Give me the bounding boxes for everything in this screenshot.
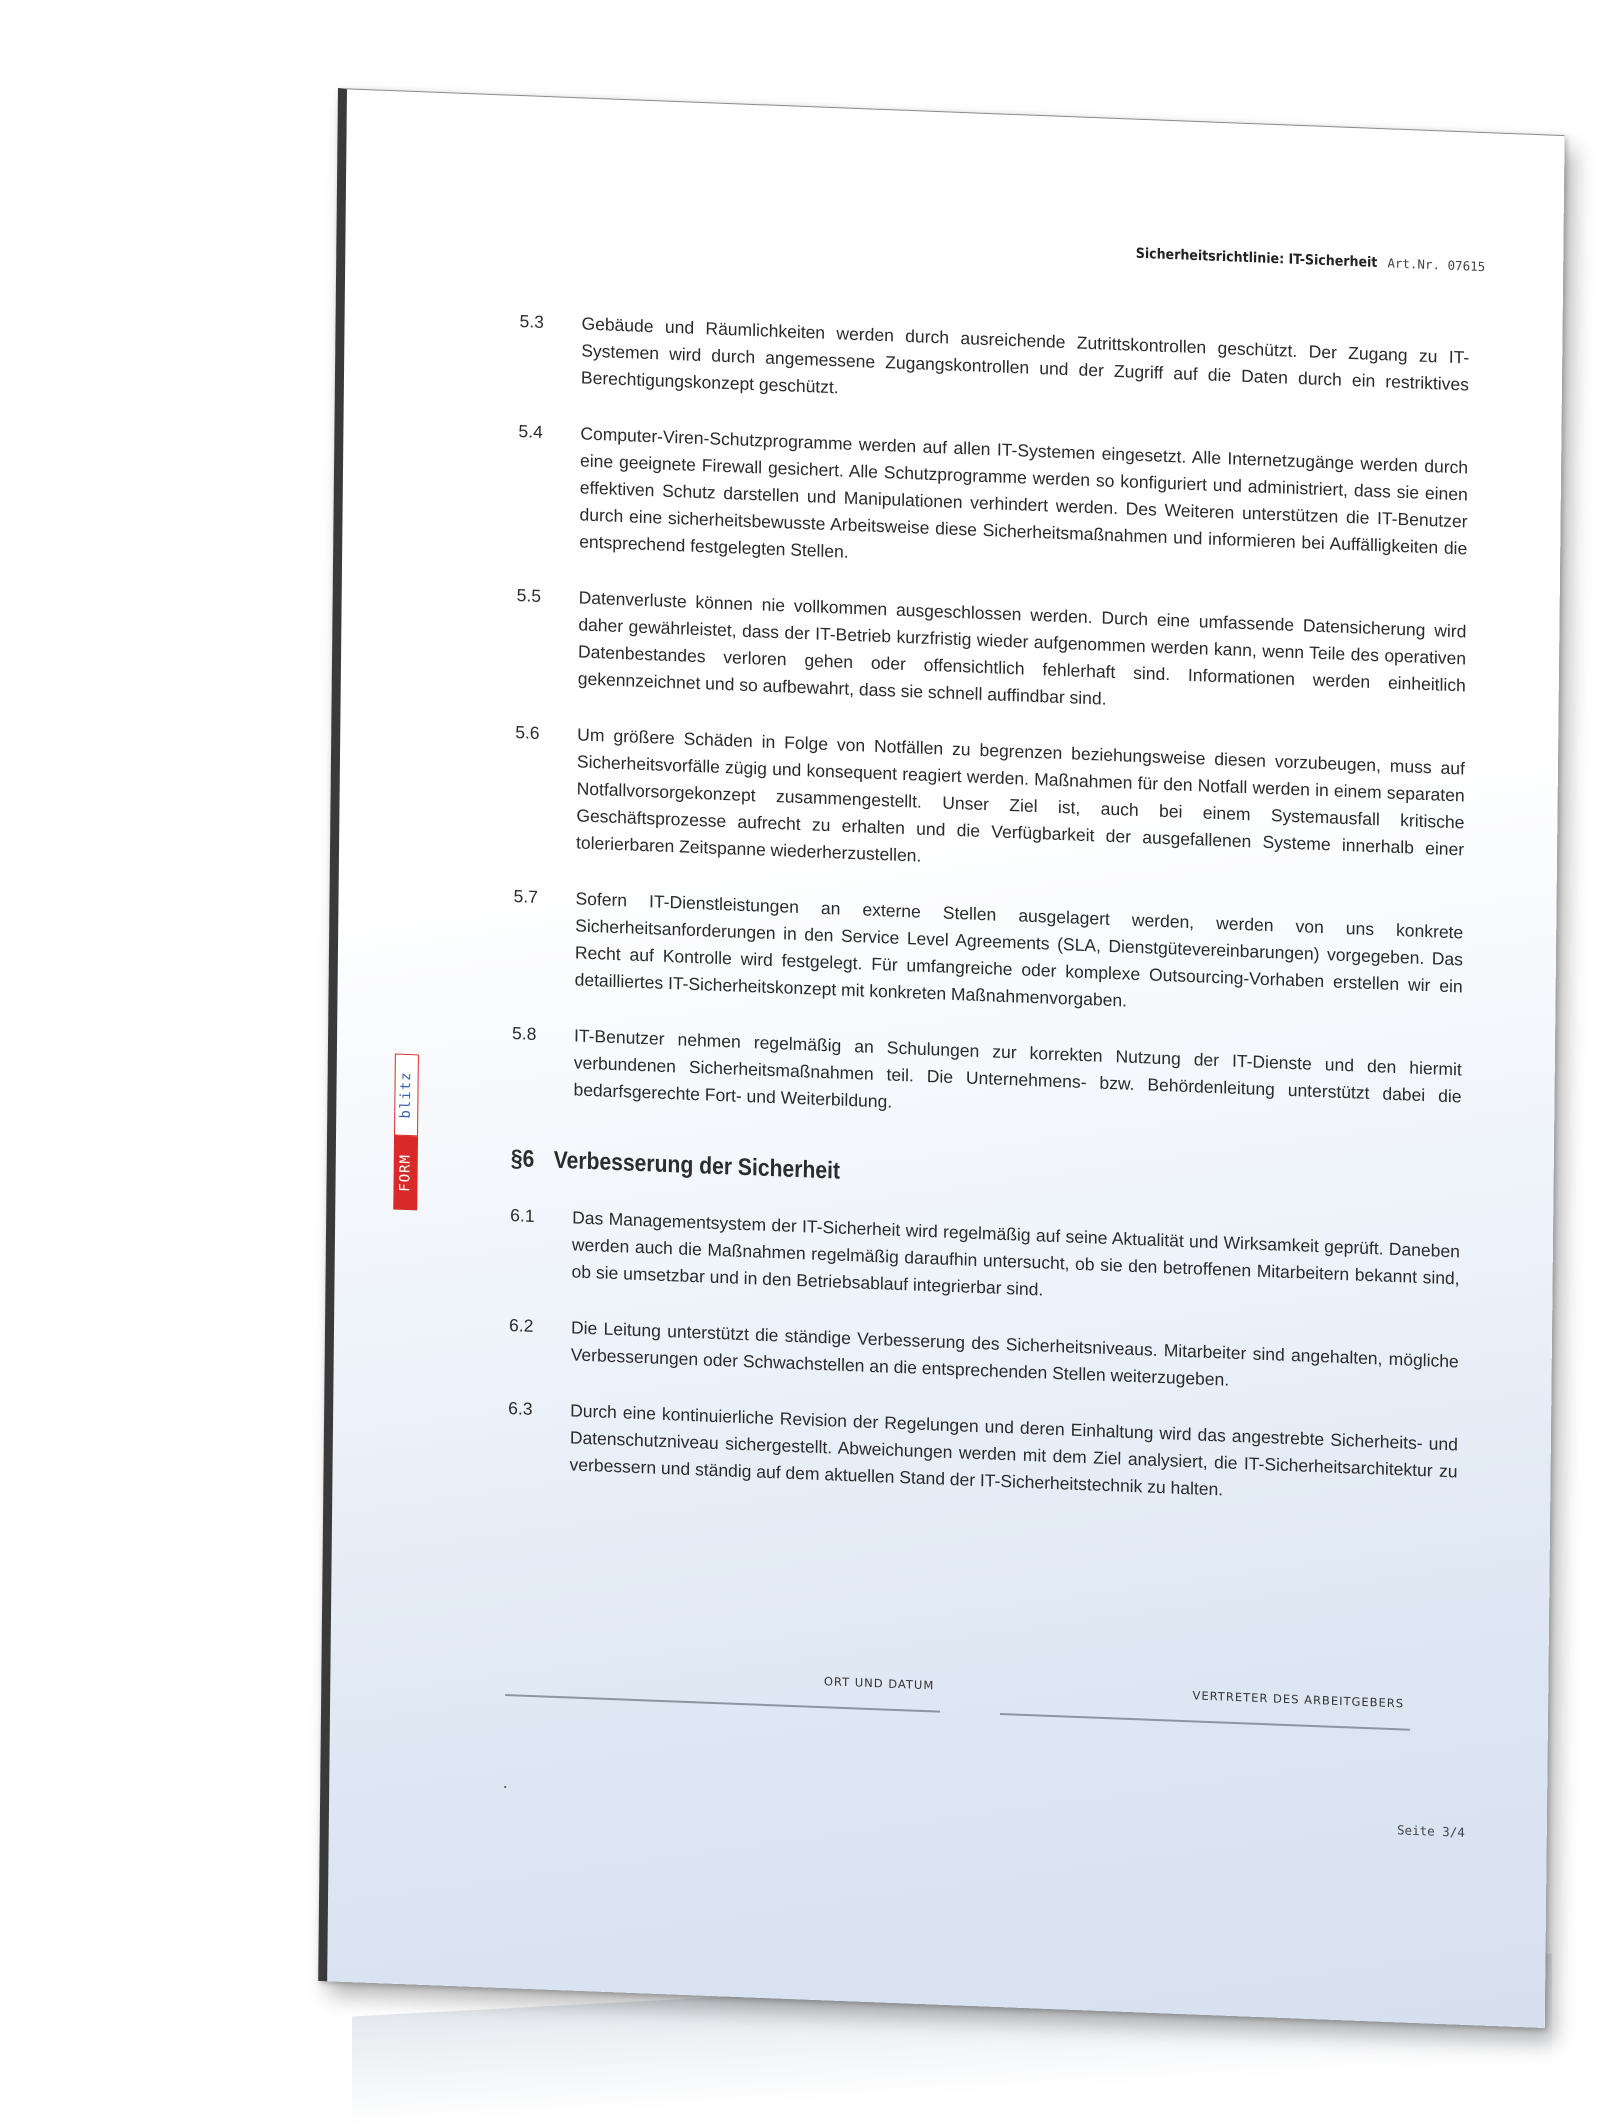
document-title: Sicherheitsrichtlinie: IT-Sicherheit [1135,245,1378,271]
clause-number: 6.2 [508,1314,534,1336]
section-number: §6 [510,1145,535,1173]
signature-line-place-date [505,1662,940,1713]
signature-line-employer [1000,1681,1410,1731]
clause-text: Datenverluste können nie vollkommen ausgeschlossen werden. Durch eine umfassende Datensicherung wird daher gewährleistet, dass der IT-Betrieb kurzfristig wieder aufgenommen werden kann, wenn Teile des operativen Datenbestandes verloren gehen oder offensichtlich fehlerhaft sind. Informationen werden einheitlich gekennzeichnet und so aufbewahrt, dass sie schnell auffindbar sind. [577,587,1467,709]
section-6-items [507,1202,1460,1512]
clause-number: 6.3 [508,1397,533,1419]
clause-item [509,1202,1460,1319]
clause-text: Durch eine kontinuierliche Revision der Regelungen und deren Einhaltung wird das angestrebte Sicherheits- und Datenschutzniveau sichergestellt. Abweichungen werden mit dem Ziel analysiert, die IT-Sicherheitsarchitektur zu verbessern und ständig auf dem aktuellen Stand der IT-Sicherheitstechnik zu halten. [569,1400,1458,1500]
clause-item [507,1395,1458,1512]
section-heading [511,1145,1347,1204]
page-number: Seite 3/4 [1397,1822,1465,1840]
clause-number: 5.4 [518,421,543,442]
signature-label-place-date: ORT UND DATUM [823,1674,935,1693]
clause-item [517,418,1468,589]
clause-item [513,883,1464,1027]
clause-item [509,1312,1459,1402]
clause-number: 5.5 [516,585,542,606]
clause-number: 5.6 [515,722,540,743]
document-body [507,308,1469,1541]
formblitz-logo [393,1052,419,1211]
clause-number: 5.3 [519,311,544,332]
clause-text: Gebäude und Räumlichkeiten werden durch ausreichende Zutrittskontrollen geschützt. Der Zugang zu IT-Systemen wird durch angemessene Zugangskontrollen und der Zugriff auf die Daten durch ein restriktives Berechtigungskonzept geschützt. [580,313,1470,398]
clause-text: Die Leitung unterstützt die ständige Verbesserung des Sicherheitsniveaus. Mitarbeiter sind angehalten, mögliche Verbesserungen oder Schwachstellen an die entsprechenden Stellen weiterzugeben. [570,1317,1459,1390]
clause-item [519,308,1470,425]
clause-number: 5.7 [513,886,538,907]
section-title: Verbesserung der Sicherheit [553,1146,841,1185]
document-page [318,88,1564,2028]
section-5-items [511,308,1469,1137]
logo-form-part: FORM [393,1136,418,1211]
page-header [1136,246,1486,275]
clause-text: Das Managementsystem der IT-Sicherheit wird regelmäßig auf seine Aktualität und Wirksamkeit geprüft. Daneben werden auch die Maßnahmen regelmäßig daraufhin untersucht, ob sie den betroffenen Mitarbeitern bekannt sind, ob sie umsetzbar und in den Betriebsablauf integrierbar sind. [571,1207,1460,1300]
logo-blitz-part: blitz [394,1054,419,1137]
clause-text: Um größere Schäden in Folge von Notfällen zu begrenzen beziehungsweise diesen vorzubeugen, muss auf Sicherheitsvorfälle zügig und konsequent reagiert werden. Maßnahmen für den Notfall werden in einem separaten Notfallvorsorgekonzept zusammengestellt. Unser Ziel ist, auch bei einem Systemausfall kritische Geschäftsprozesse aufrecht zu erhalten und die Verfügbarkeit der ausgefallenen Systeme innerhalb einer tolerierbaren Zeitspanne wiederherzustellen. [576,724,1466,866]
clause-item [514,719,1465,890]
clause-item [516,582,1467,726]
clause-text: Computer-Viren-Schutzprogramme werden auf allen IT-Systemen eingesetzt. Alle Internetzugänge werden durch eine geeignete Firewall gesichert. Alle Schutzprogramme werden so konfiguriert und administriert, dass sie einen effektiven Schutz darstellen und Manipulationen verhindert werden. Des Weiteren unterstützen die IT-Benutzer durch eine sicherheitsbewusste Arbeitsweise diese Sicherheitsmaßnahmen und informieren bei Auffälligkeiten die entsprechend festgelegten Stellen. [579,423,1469,562]
article-number: Art.Nr. 07615 [1387,255,1486,275]
clause-text: Sofern IT-Dienstleistungen an externe Stellen ausgelagert werden, werden von uns konkrete Sicherheitsanforderungen in den Service Level Agreements (SLA, Dienstgütevereinbarungen) vorgegeben. Das Recht auf Kontrolle wird festgelegt. Für umfangreiche oder komplexe Outsourcing-Vorhaben erstellen wir ein detailliertes IT-Sicherheitskonzept mit konkreten Maßnahmenvorgaben. [574,888,1464,1011]
signature-area [505,1616,1456,1732]
signature-label-employer: VERTRETER DES ARBEITGEBERS [1192,1688,1405,1711]
clause-item [511,1020,1462,1137]
page-mark [504,1786,506,1788]
clause-number: 5.8 [512,1023,537,1044]
clause-text: IT-Benutzer nehmen regelmäßig an Schulungen zur korrekten Nutzung der IT-Dienste und den hiermit verbundenen Sicherheitsmaßnahmen teil. Die Unternehmens- bzw. Behördenleitung unterstützt dabei die bedarfsgerechte Fort- und Weiterbildung. [573,1025,1462,1112]
clause-number: 6.1 [510,1205,535,1226]
